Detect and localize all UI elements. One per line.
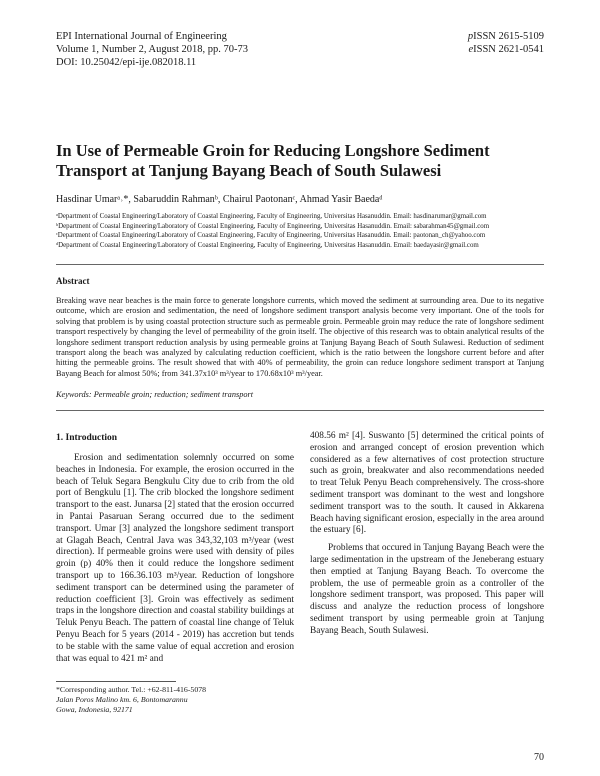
body-paragraph: Problems that occured in Tanjung Bayang Beach were the large sedimentation in the upstream of the Jeneberang estuary then emptied at Tanjung Bayang Beach. To overcome the problem, the use of permeable groin as a controller of the longshore sediment transport, was proposed. This paper will discuss and analyze the reduction process of longshore sediment transport by using permeable groin at Tanjung Bayang Beach, South Sulawesi. [310, 543, 544, 636]
keywords: Keywords: Permeable groin; reduction; sediment transport [56, 390, 254, 399]
issn-block [468, 30, 544, 56]
footnote-divider [56, 681, 176, 682]
abstract-heading: Abstract [56, 276, 90, 286]
affiliation: ᵃDepartment of Coastal Engineering/Laboratory of Coastal Engineering, Faculty of Engineering, Universitas Hasanuddin. Email: hasdinarumar@gmail.com [56, 213, 487, 220]
page-number: 70 [534, 752, 544, 763]
journal-volume: Volume 1, Number 2, August 2018, pp. 70-73 [56, 44, 249, 55]
divider [56, 410, 544, 411]
right-column [310, 431, 544, 638]
divider [56, 264, 544, 265]
abstract-text: Breaking wave near beaches is the main force to generate longshore currents, which moved the sediment at surrounding area. Due to its negative outcome, which are erosion and sedimentation, the need of longshore sediment transport analysis become very important. One of the tools for solving that problem is by using coastal protection structure such as permeable groin. Permeable groin may reduce the rate of longshore sediment transport respectively by changing the level of permeability of the groin itself. The objective of this research was to obtain analytical results of the longshore sediment transport reduction analysis by using permeable groins at Tanjung Bayang Beach of South Sulawesi. Reduction of sediment transport along the beach was analyzed by calculating reduction coefficient, which is the ratio between the longshore current before and after hitting the permeable groins. The result showed that with 40% of permeability, the groin can reduce longshore sediment transport at Tanjung Bayang Beach for almost 50%; from 341.37x10³ m³/year to 170.68x10³ m³/year. [56, 296, 544, 378]
body-paragraph: 408.56 m² [4]. Suswanto [5] determined the critical points of erosion and arranged concept of erosion prevention which considered as a few alternatives of cost protection structure such as groin, breakwater and also recommendations needed to treat Teluk Penyu Beach comprehensively. The cross-shore sediment transport was dominant to the west and longshore sediment transport was to the south. It caused in Akkarena Beach having significant erosion, especially in the area around the estuary [6]. [310, 431, 544, 536]
section-heading: 1. Introduction [56, 433, 118, 443]
affiliation: ᶜDepartment of Coastal Engineering/Laboratory of Coastal Engineering, Faculty of Engineering, Universitas Hasanuddin. Email: paotonan_ch@yahoo.com [56, 232, 486, 240]
affiliation: ᵈDepartment of Coastal Engineering/Laboratory of Coastal Engineering, Faculty of Engineering, Universitas Hasanuddin. Email: baedayasir@gmail.com [56, 242, 479, 250]
pissn: pISSN 2615-5109 [467, 31, 544, 42]
affiliations [56, 212, 556, 251]
left-column [56, 453, 294, 665]
footnote [56, 685, 206, 715]
body-paragraph: Erosion and sedimentation solemnly occurred on some beaches in Indonesia. For example, the erosion occurred in the beach of Teluk Segara Bengkulu City due to crib from the old port of Bengkulu [1]. The crib blocked the longshore sediment transport to the east. Junarsa [2] stated that the erosion occurred in Pantai Pasaruan Serang occurred due to the sediment transport. Umar [3] analyzed the longshore sediment transport at Glagah Beach, Central Java was 343,32,103 m³/year (west direction). If permeable groins were used with density of piles groin (p) 40% then it could reduce the longshore sediment transport up to 166.36.103 m³/year. Reduction of longshore sediment transport can be determined using the parameter of reduction coefficient [3]. Groin was effectively as sediment traps in the longshore direction and coastal stability buildings at Teluk Penyu Beach. The pattern of coastal line change of Teluk Penyu Beach for 5 years (2014 - 2019) has accretion but tends to be stable with the same value of equal accretion and erosion that was equal to 421 m² and [56, 453, 294, 664]
authors: Hasdinar Umarᵃ˒*, Sabaruddin Rahmanᵇ, Chairul Paotonanᶜ, Ahmad Yasir Baedaᵈ [56, 194, 383, 205]
address-line: Jalan Poros Malino km. 6, Bontomarannu [56, 695, 188, 704]
address-line: Gowa, Indonesia, 92171 [56, 705, 133, 714]
journal-header [56, 30, 248, 69]
corresponding-author: *Corresponding author. Tel.: +62-811-416-5078 [56, 685, 207, 694]
affiliation: ᵇDepartment of Coastal Engineering/Laboratory of Coastal Engineering, Faculty of Engineering, Universitas Hasanuddin. Email: sabarahman45@gmail.com [56, 222, 490, 230]
journal-doi: DOI: 10.25042/epi-ije.082018.11 [56, 57, 197, 68]
eissn: eISSN 2621-0541 [468, 44, 544, 55]
paper-title: In Use of Permeable Groin for Reducing Longshore Sediment Transport at Tanjung Bayang Beach of South Sulawesi [56, 141, 490, 180]
journal-name: EPI International Journal of Engineering [56, 31, 227, 42]
